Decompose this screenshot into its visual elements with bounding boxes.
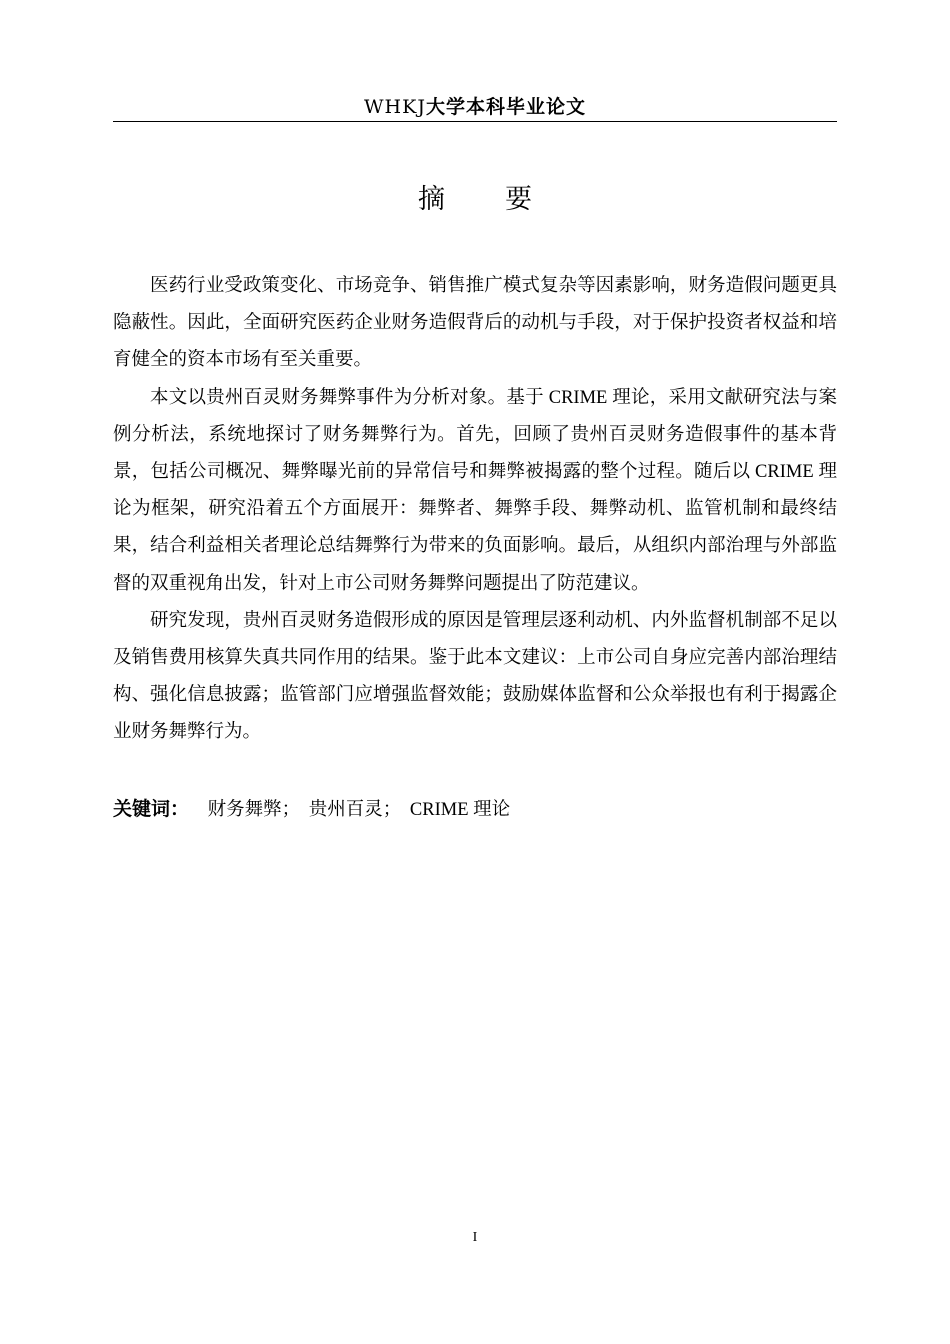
header-title: 大学本科毕业论文: [425, 96, 586, 118]
keyword: 贵州百灵；: [308, 800, 402, 820]
page-number: I: [472, 1230, 478, 1245]
abstract-paragraph: 研究发现，贵州百灵财务造假形成的原因是管理层逐利动机、内外监督机制部不足以及销售费用核算失真共同作用的结果。鉴于此本文建议：上市公司自身应完善内部治理结构、强化信息披露；监管部门应增强监督效能；鼓励媒体监督和公众举报也有利于揭露企业财务舞弊行为。: [113, 610, 837, 743]
abstract-paragraph: 医药行业受政策变化、市场竞争、销售推广模式复杂等因素影响，财务造假问题更具隐蔽性。因此，全面研究医药企业财务造假背后的动机与手段，对于保护投资者权益和培育健全的资本市场有至关重要。: [113, 276, 837, 371]
keywords-label: 关键词：: [113, 798, 190, 820]
keyword: 财务舞弊；: [207, 800, 301, 820]
abstract-title: 摘要: [418, 184, 592, 215]
keywords-line: [113, 792, 837, 827]
running-header: [113, 94, 837, 120]
abstract-body: [113, 268, 837, 752]
abstract-paragraph: 本文以贵州百灵财务舞弊事件为分析对象。基于 CRIME 理论，采用文献研究法与案例分析法，系统地探讨了财务舞弊行为。首先，回顾了贵州百灵财务造假事件的基本背景，包括公司概况、舞弊曝光前的异常信号和舞弊被揭露的整个过程。随后以 CRIME 理论为框架，研究沿着五个方面展开：舞弊者、舞弊手段、舞弊动机、监管机制和最终结果，结合利益相关者理论总结舞弊行为带来的负面影响。最后，从组织内部治理与外部监督的双重视角出发，针对上市公司财务舞弊问题提出了防范建议。: [113, 387, 837, 594]
header-rule: [113, 121, 837, 122]
header-prefix: WHKJ: [364, 96, 426, 118]
keyword: CRIME 理论: [409, 800, 511, 820]
